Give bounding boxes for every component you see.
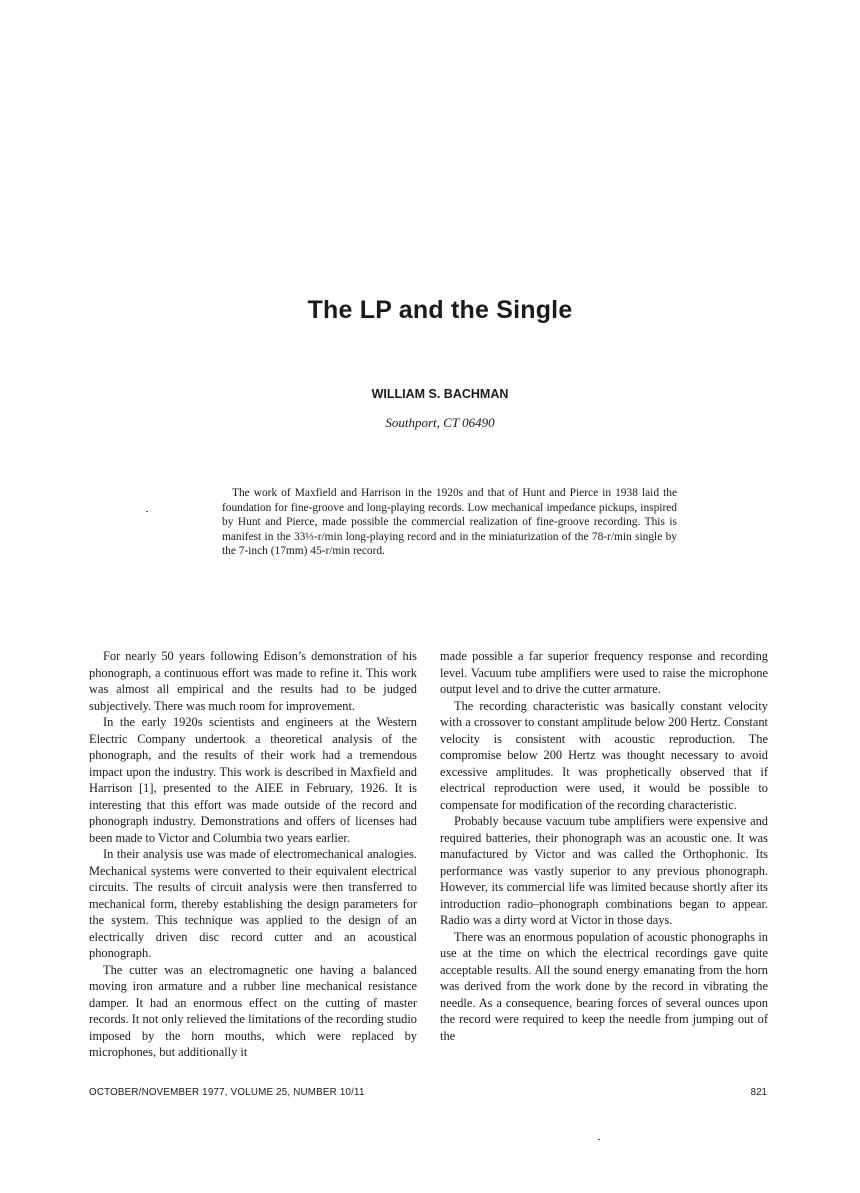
author-affiliation: Southport, CT 06490 <box>385 415 495 430</box>
paragraph: The recording characteristic was basically constant velocity with a crossover to constant amplitude below 200 Hertz. Constant velocity is consistent with acoustic reproduction. The compromise below 200 Hertz was thought necessary to avoid excessive amplitudes. It was prophetically observed that if electrical reproduction were used, it would be possible to compensate for modification of the recording characteristic. <box>440 698 768 812</box>
journal-footer: OCTOBER/NOVEMBER 1977, VOLUME 25, NUMBER 10/11 <box>89 1087 365 1098</box>
paragraph-continued: made possible a far superior frequency response and recording level. Vacuum tube amplifiers were used to raise the microphone output level and to drive the cutter armature. <box>440 649 768 696</box>
abstract: The work of Maxfield and Harrison in the 1920s and that of Hunt and Pierce in 1938 laid the foundation for fine-groove and long-playing records. Low mechanical impedance pickups, inspired by Hunt and Pierce, made possible the commercial realization of fine-groove recording. This is manifest in the 33⅓-r/min long-playing record and in the miniaturization of the 78-r/min single by the 7-inch (17mm) 45-r/min record. <box>222 487 677 557</box>
scan-speck <box>598 1139 600 1140</box>
paragraph: For nearly 50 years following Edison’s demonstration of his phonograph, a continuous effort was made to refine it. This work was almost all empirical and the results had to be judged subjectively. There was much room for improvement. <box>89 649 417 713</box>
page-number: 821 <box>750 1087 767 1098</box>
paragraph: Probably because vacuum tube amplifiers were expensive and required batteries, their phonograph was an acoustic one. It was manufactured by Victor and was called the Orthophonic. Its performance was vastly superior to any previous phonograph. However, its commercial life was limited because shortly after its introduction radio–phonograph combinations began to appear. Radio was a dirty word at Victor in those days. <box>440 814 768 927</box>
body-right-column <box>440 648 768 1044</box>
article-title: The LP and the Single <box>307 296 573 324</box>
author-name: WILLIAM S. BACHMAN <box>371 387 509 401</box>
paragraph: In their analysis use was made of electromechanical analogies. Mechanical systems were converted to their equivalent electrical circuits. The results of circuit analysis were then transferred to mechanical form, thereby establishing the design parameters for the system. This technique was applied to the design of an electrically driven disc record cutter and an acoustical phonograph. <box>89 847 417 960</box>
paragraph: The cutter was an electromagnetic one having a balanced moving iron armature and a rubber line mechanical resistance damper. It had an enormous effect on the cutting of master records. It not only relieved the limitations of the recording studio imposed by the horn mouths, which were replaced by microphones, but additionally it <box>89 962 417 1059</box>
scan-speck <box>146 511 148 512</box>
body-left-column <box>89 648 417 1061</box>
paragraph: There was an enormous population of acoustic phonographs in use at the time on which the electrical recordings gave quite acceptable results. All the sound energy emanating from the horn was derived from the work done by the record in vibrating the needle. As a consequence, bearing forces of several ounces upon the record were required to keep the needle from jumping out of the <box>440 929 768 1043</box>
paragraph: In the early 1920s scientists and engineers at the Western Electric Company undertook a theoretical analysis of the phonograph, and the results of their work had a tremendous impact upon the industry. This work is described in Maxfield and Harrison [1], presented to the AIEE in February, 1926. It is interesting that this effort was made outside of the record and phonograph industry. Demonstrations and offers of licenses had been made to Victor and Columbia two years earlier. <box>89 715 417 845</box>
